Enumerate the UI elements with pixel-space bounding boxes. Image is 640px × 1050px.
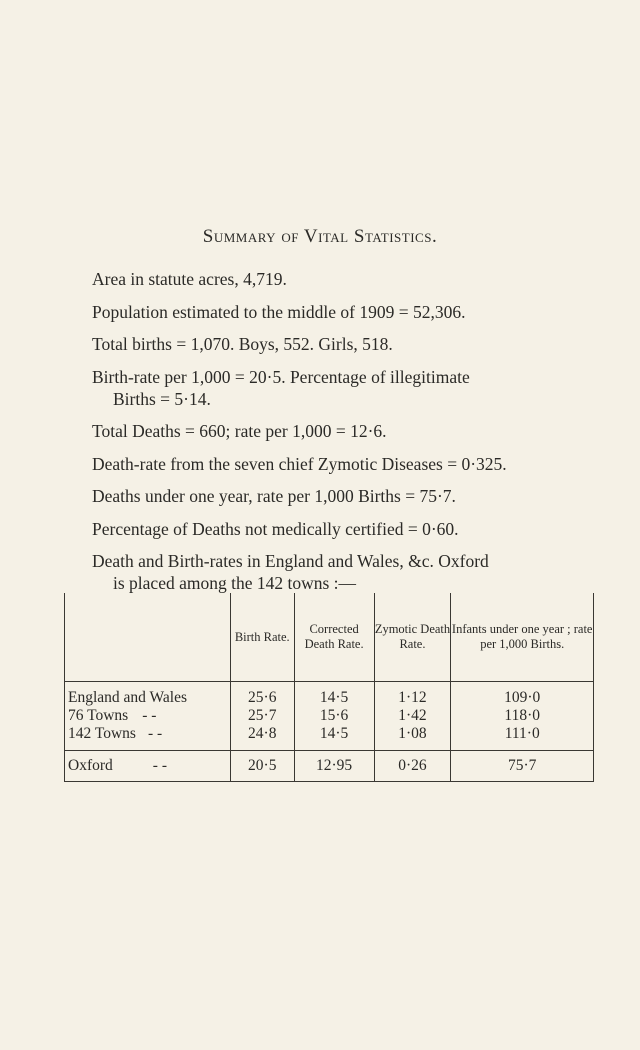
zymotic-death-rate-cell: 1·42 xyxy=(374,707,451,725)
birth-rate-text: Birth-rate per 1,000 = 20·5. Percentage of illegitimate xyxy=(92,366,470,387)
comparison-text: Death and Birth-rates in England and Wales, &c. Oxford xyxy=(92,551,489,571)
comparison-continued-text: is placed among the 142 towns :— xyxy=(113,573,357,593)
birth-rate-cell: 25·7 xyxy=(230,707,294,725)
page-title: Summary of Vital Statistics. xyxy=(202,226,438,247)
infant-rate-cell: 118·0 xyxy=(451,707,594,725)
header-birth-rate: Birth Rate. xyxy=(230,593,294,682)
infant-rate-cell: 111·0 xyxy=(451,725,594,751)
infant-rate-cell: 109·0 xyxy=(451,682,594,708)
statistics-summary xyxy=(92,268,612,605)
births-line: Total births = 1,070. Boys, 552. Girls, 518. xyxy=(92,334,393,354)
corrected-death-rate-cell: 14·5 xyxy=(294,682,374,708)
population-line: Population estimated to the middle of 1909 = 52,306. xyxy=(92,301,466,322)
table-header-row xyxy=(65,593,594,682)
header-infant-rate: Infants under one year ; rate per 1,000 Births. xyxy=(451,593,594,682)
header-area xyxy=(65,593,231,682)
birth-rate-cell: 24·8 xyxy=(230,725,294,751)
corrected-death-rate-cell: 12·95 xyxy=(294,751,374,782)
birth-rate-cell: 25·6 xyxy=(230,682,294,708)
row-label: 76 Towns - - xyxy=(65,707,231,725)
table-row xyxy=(65,707,594,725)
zymotic-line: Death-rate from the seven chief Zymotic Diseases = 0·325. xyxy=(92,453,507,474)
rates-table xyxy=(64,593,594,782)
illegitimate-births-text: Births = 5·14. xyxy=(113,388,211,409)
comparison-line xyxy=(92,550,612,594)
birth-rate-line xyxy=(92,366,612,410)
table-row xyxy=(65,751,594,782)
header-corrected-death-rate: Corrected Death Rate. xyxy=(294,593,374,682)
infant-rate-cell: 75·7 xyxy=(451,751,594,782)
zymotic-death-rate-cell: 0·26 xyxy=(374,751,451,782)
zymotic-death-rate-cell: 1·12 xyxy=(374,682,451,708)
corrected-death-rate-cell: 14·5 xyxy=(294,725,374,751)
row-label: England and Wales xyxy=(65,682,231,708)
table-row xyxy=(65,682,594,708)
row-label: Oxford - - xyxy=(65,751,231,782)
area-line: Area in statute acres, 4,719. xyxy=(92,269,287,289)
row-label: 142 Towns - - xyxy=(65,725,231,751)
corrected-death-rate-cell: 15·6 xyxy=(294,707,374,725)
birth-rate-cell: 20·5 xyxy=(230,751,294,782)
uncertified-line: Percentage of Deaths not medically certified = 0·60. xyxy=(92,518,459,539)
header-zymotic-death-rate: Zymotic Death Rate. xyxy=(374,593,451,682)
infant-deaths-line: Deaths under one year, rate per 1,000 Births = 75·7. xyxy=(92,486,456,506)
table-row xyxy=(65,725,594,751)
zymotic-death-rate-cell: 1·08 xyxy=(374,725,451,751)
deaths-line: Total Deaths = 660; rate per 1,000 = 12·6. xyxy=(92,421,387,441)
